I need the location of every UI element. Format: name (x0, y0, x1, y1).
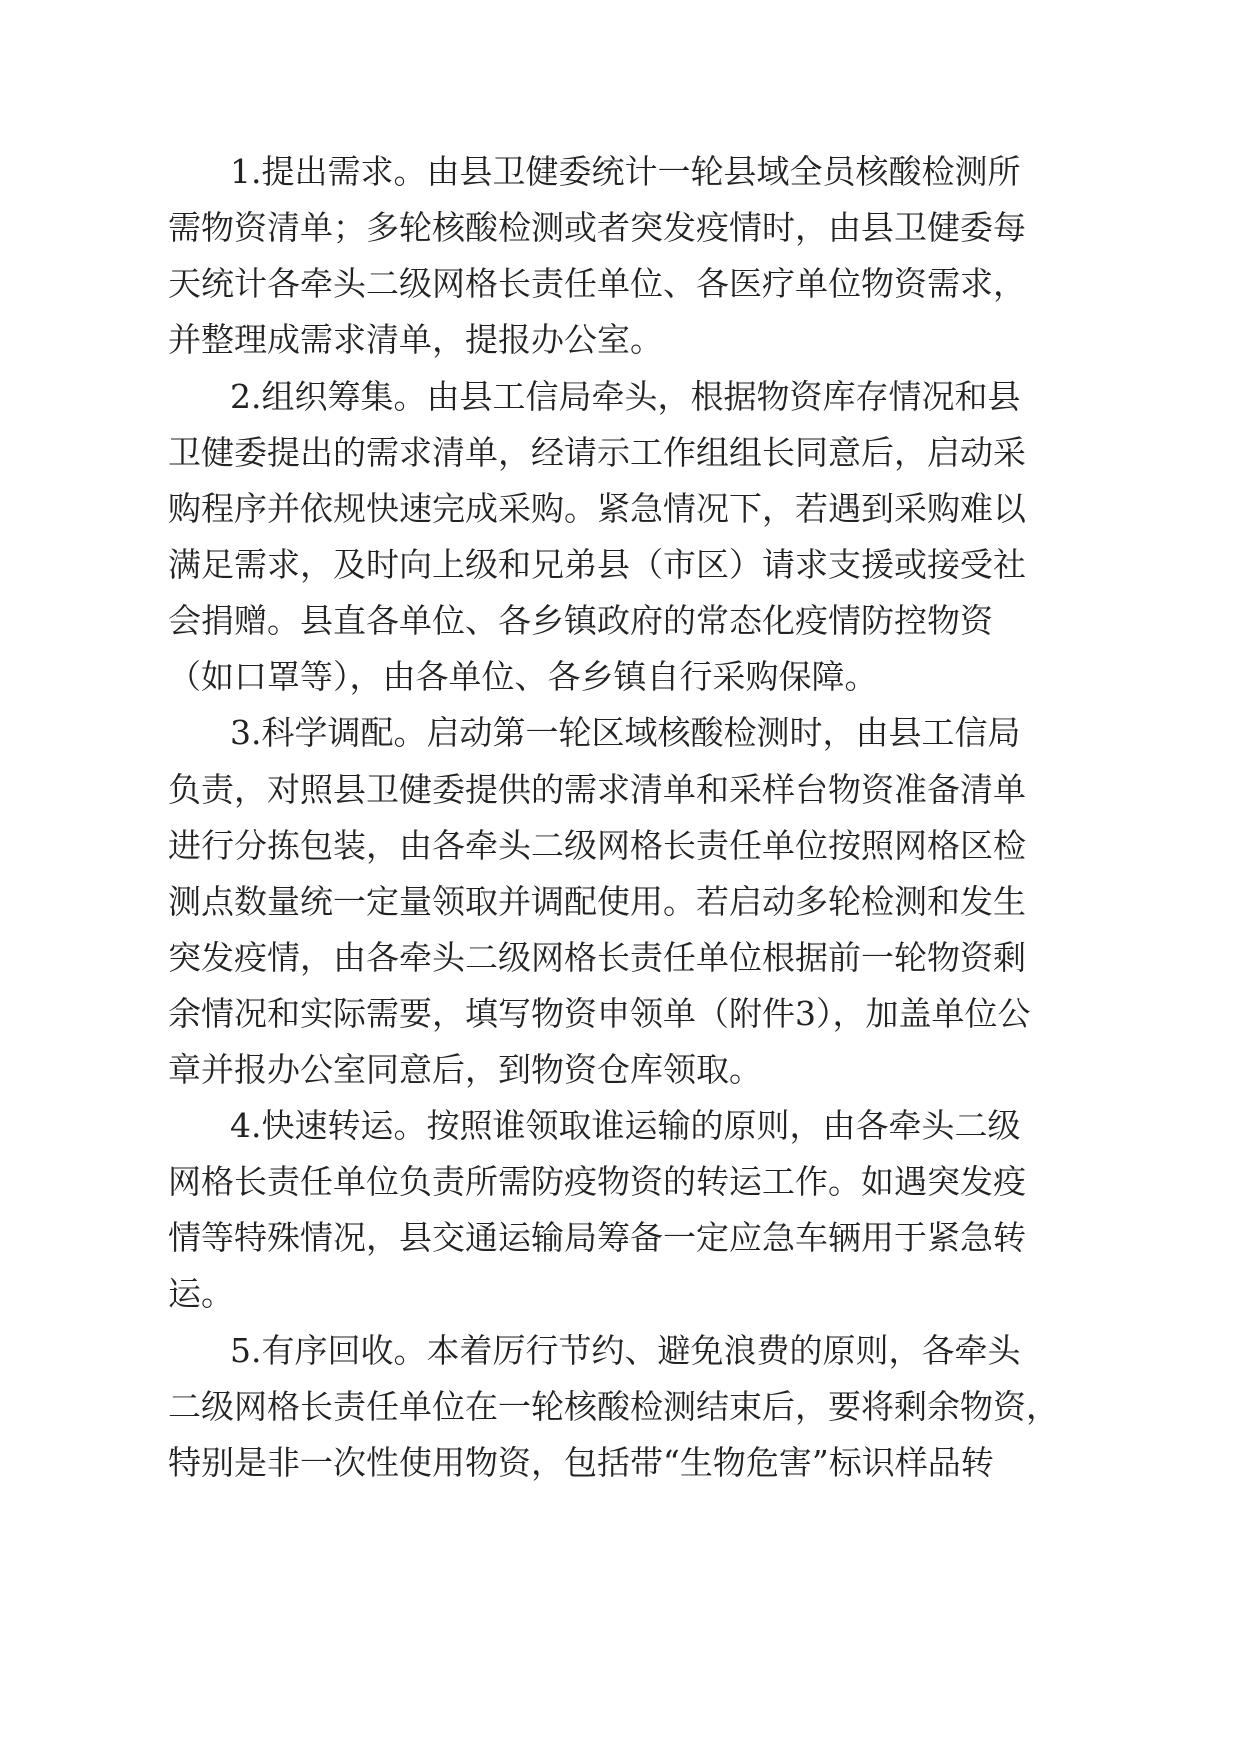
text-line: 会捐赠。县直各单位、各乡镇政府的常态化疫情防控物资 (168, 601, 993, 640)
text-line: 二级网格长责任单位在一轮核酸检测结束后，要将剩余物资， (168, 1387, 1059, 1426)
text-line: 网格长责任单位负责所需防疫物资的转运工作。如遇突发疫 (168, 1162, 1026, 1201)
text-line: 章并报办公室同意后，到物资仓库领取。 (168, 1050, 762, 1089)
text-line: 余情况和实际需要，填写物资申领单（附件3），加盖单位公 (168, 994, 1031, 1033)
text-line: （如口罩等），由各单位、各乡镇自行采购保障。 (168, 657, 878, 696)
text-line: 需物资清单；多轮核酸检测或者突发疫情时，由县卫健委每 (168, 208, 1026, 247)
text-line: 突发疫情，由各牵头二级网格长责任单位根据前一轮物资剩 (168, 938, 1026, 977)
text-line: 满足需求，及时向上级和兄弟县（市区）请求支援或接受社 (168, 545, 1026, 584)
text-line: 3.科学调配。启动第一轮区域核酸检测时，由县工信局 (230, 713, 1021, 752)
text-line: 4.快速转运。按照谁领取谁运输的原则，由各牵头二级 (230, 1106, 1021, 1145)
text-line: 情等特殊情况，县交通运输局筹备一定应急车辆用于紧急转 (168, 1218, 1026, 1257)
text-line: 卫健委提出的需求清单，经请示工作组组长同意后，启动采 (168, 433, 1026, 472)
text-line: 2.组织筹集。由县工信局牵头，根据物资库存情况和县 (230, 377, 1021, 416)
text-line: 运。 (168, 1274, 234, 1313)
text-line: 1.提出需求。由县卫健委统计一轮县域全员核酸检测所 (230, 152, 1021, 191)
text-line: 进行分拣包装，由各牵头二级网格长责任单位按照网格区检 (168, 826, 1026, 865)
text-line: 负责，对照县卫健委提供的需求清单和采样台物资准备清单 (168, 770, 1026, 809)
text-line: 特别是非一次性使用物资，包括带“生物危害”标识样品转 (168, 1443, 994, 1482)
text-line: 天统计各牵头二级网格长责任单位、各医疗单位物资需求， (168, 264, 1026, 303)
text-line: 购程序并依规快速完成采购。紧急情况下，若遇到采购难以 (168, 489, 1026, 528)
text-line: 并整理成需求清单，提报办公室。 (168, 320, 663, 359)
text-line: 5.有序回收。本着厉行节约、避免浪费的原则，各牵头 (230, 1331, 1021, 1370)
text-line: 测点数量统一定量领取并调配使用。若启动多轮检测和发生 (168, 882, 1026, 921)
